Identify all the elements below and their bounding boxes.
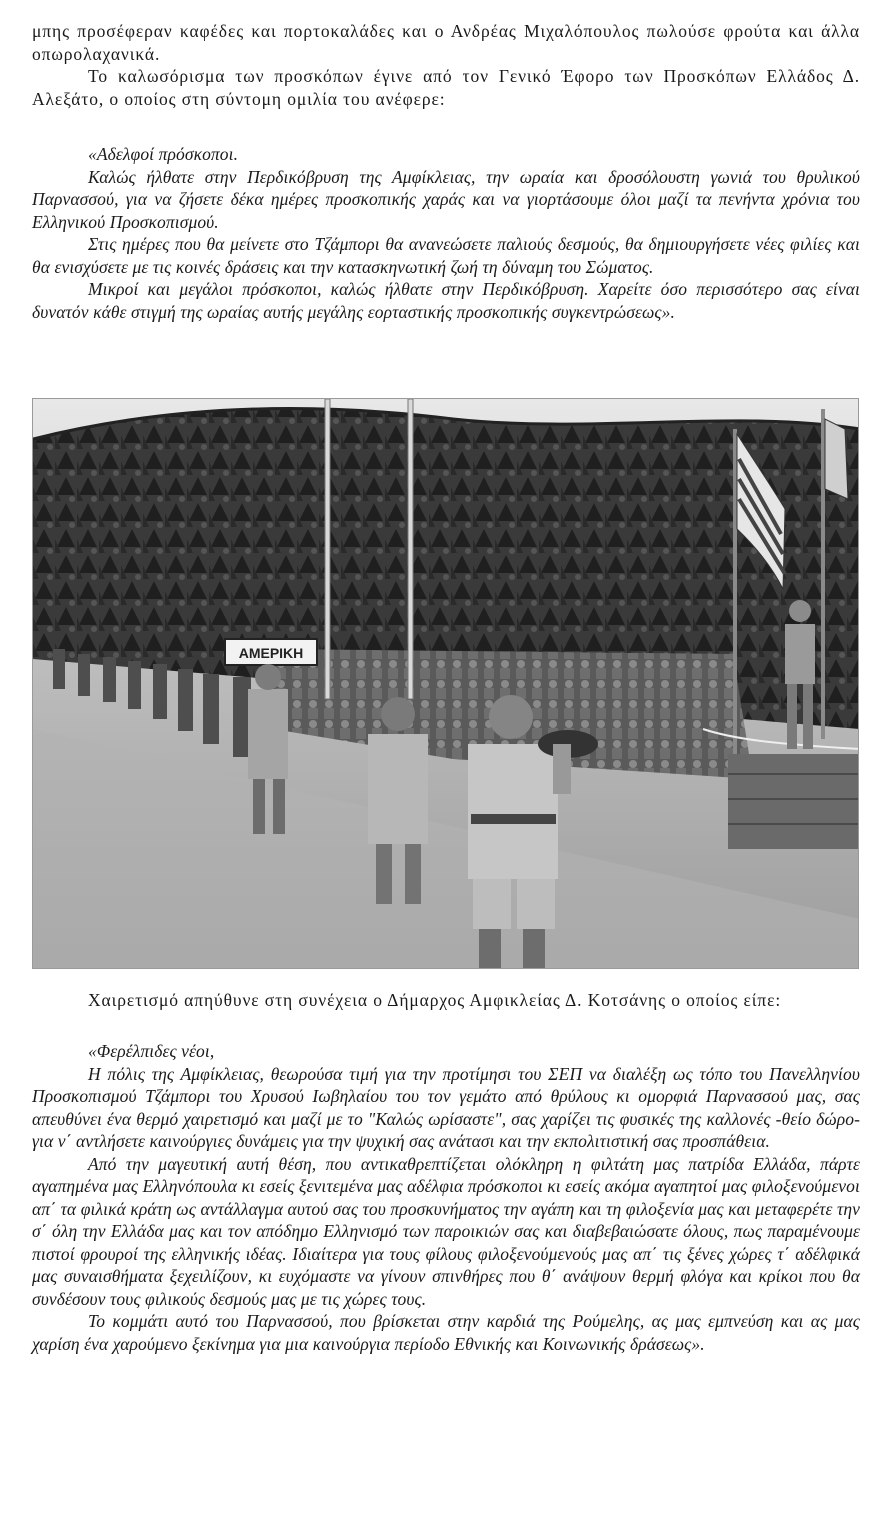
speech-one-paragraph: Στις ημέρες που θα μείνετε στο Τζάμπορι θα ανανεώσετε παλιούς δεσμούς, θα δημιουργήσετε νέες φιλίες και θα ενισχύσετε με τις κοινές δράσεις και την κατασκηνωτική ζωή τη δύναμη του Σώματος.: [32, 234, 860, 277]
speech-one-paragraph: Καλώς ήλθατε στην Περδικόβρυση της Αμφίκλειας, την ωραία και δροσόλουστη γωνιά του θρυλικού Παρνασσού, για να ζήσετε δέκα ημέρες προσκοπικής χαράς και να γιορτάσουμε όλοι μαζί τα πενήντα χρόνια του Ελληνικού Προσκοπισμού.: [32, 166, 860, 232]
paragraph-mayor-intro: Χαιρετισμό απηύθυνε στη συνέχεια ο Δήμαρχος Αμφικλείας Δ. Κοτσάνης ο οποίος είπε:: [88, 990, 782, 1010]
photo-sign-text: ΑΜΕΡΙΚΗ: [238, 645, 304, 661]
speech-two-paragraph: Από την μαγευτική αυτή θέση, που αντικαθρεπτίζεται ολόκληρη η φιλτάτη μας πατρίδα Ελλάδα, πάρτε αγαπημένα μας Ελληνόπουλα κι εσείς ξενιτεμένα μας αδέλφια πρόσκοποι κι εσείς ακόμα αγαπητοί μας φιλοξενούμενοι απ΄ τα φιλικά κράτη ως αντάλλαγμα αυτού σας του προσκυνήματος την αγάπη και τη φιλοξενία μας και μεταφερέτε την σ΄ όλη την Ελλάδα μας και τον απόδημο Ελληνισμό των παροικιών σας και διαβεβαιώσατε όλους, πως παραμένουμε πιστοί φρουροί της ελληνικής ιδέας. Ιδιαίτερα για τους φίλους φιλοξενούμενούς μας απ΄ τις ξένες χώρες τ΄ αδέλφικά μας συναισθήματα ξεχειλίζουν, κι ευχόμαστε να γίνουν σπινθήρες που θ΄ ανάψουν θερμή φλόγα και κρίκοι που θα συνδέσουν τους φιλικούς δεσμούς μας με τις χώρες τους.: [32, 1153, 860, 1309]
paragraph-continuation: μπης προσέφεραν καφέδες και πορτοκαλάδες και ο Ανδρέας Μιχαλόπουλος πωλούσε φρούτα και άλλα οπωρολαχανικά.: [32, 21, 860, 64]
paragraph-welcome-intro: Το καλωσόρισμα των προσκόπων έγινε από τον Γενικό Έφορο των Προσκόπων Ελλάδος Δ. Αλεξάτο, ο οποίος στη σύντομη ομιλία του ανέφερε:: [32, 66, 860, 109]
speech-two-paragraph: Η πόλις της Αμφίκλειας, θεωρούσα τιμή για την προτίμησι του ΣΕΠ να διαλέξη ως τόπο του Πανελληνίου Προσκοπισμού Τζάμπορι του Χρυσού Ιωβηλαίου του τον γεμάτο από θρύλους κι ομορφιά Παρνασσού μας, σας απευθύνει ένα θερμό χαιρετισμό και μαζί με το "Καλώς ωρίσαστε", σας χαρίζει τις φυσικές της καλλονές -θείο δώρο- για ν΄ αντλήσετε καινούργιες δυνάμεις για την ψυχική σας ανάτασι και την εκπολιτιστική σας προσπάθεια.: [32, 1063, 860, 1151]
speech-one-opening: «Αδελφοί πρόσκοποι.: [88, 144, 239, 164]
speech-two-paragraph: Το κομμάτι αυτό του Παρνασσού, που βρίσκεται στην καρδιά της Ρούμελης, ας μας εμπνεύση και ας μας χαρίση ένα χαρούμενο ξεκίνημα για μια καινούργια περίοδο Εθνικής και Κοινωνικής δράσεως».: [32, 1311, 860, 1354]
parade-photo: [32, 398, 859, 969]
speech-two-opening: «Φερέλπιδες νέοι,: [88, 1041, 215, 1061]
speech-two: [32, 1040, 860, 1355]
top-text: [32, 20, 860, 110]
middle-text: [32, 989, 860, 1012]
speech-one: [32, 143, 860, 323]
speech-one-paragraph: Μικροί και μεγάλοι πρόσκοποι, καλώς ήλθατε στην Περδικόβρυση. Χαρείτε όσο περισσότερο σας είναι δυνατόν κάθε στιγμή της ωραίας αυτής μεγάλης εορταστικής προσκοπικής συγκεντρώσεως».: [32, 279, 860, 322]
